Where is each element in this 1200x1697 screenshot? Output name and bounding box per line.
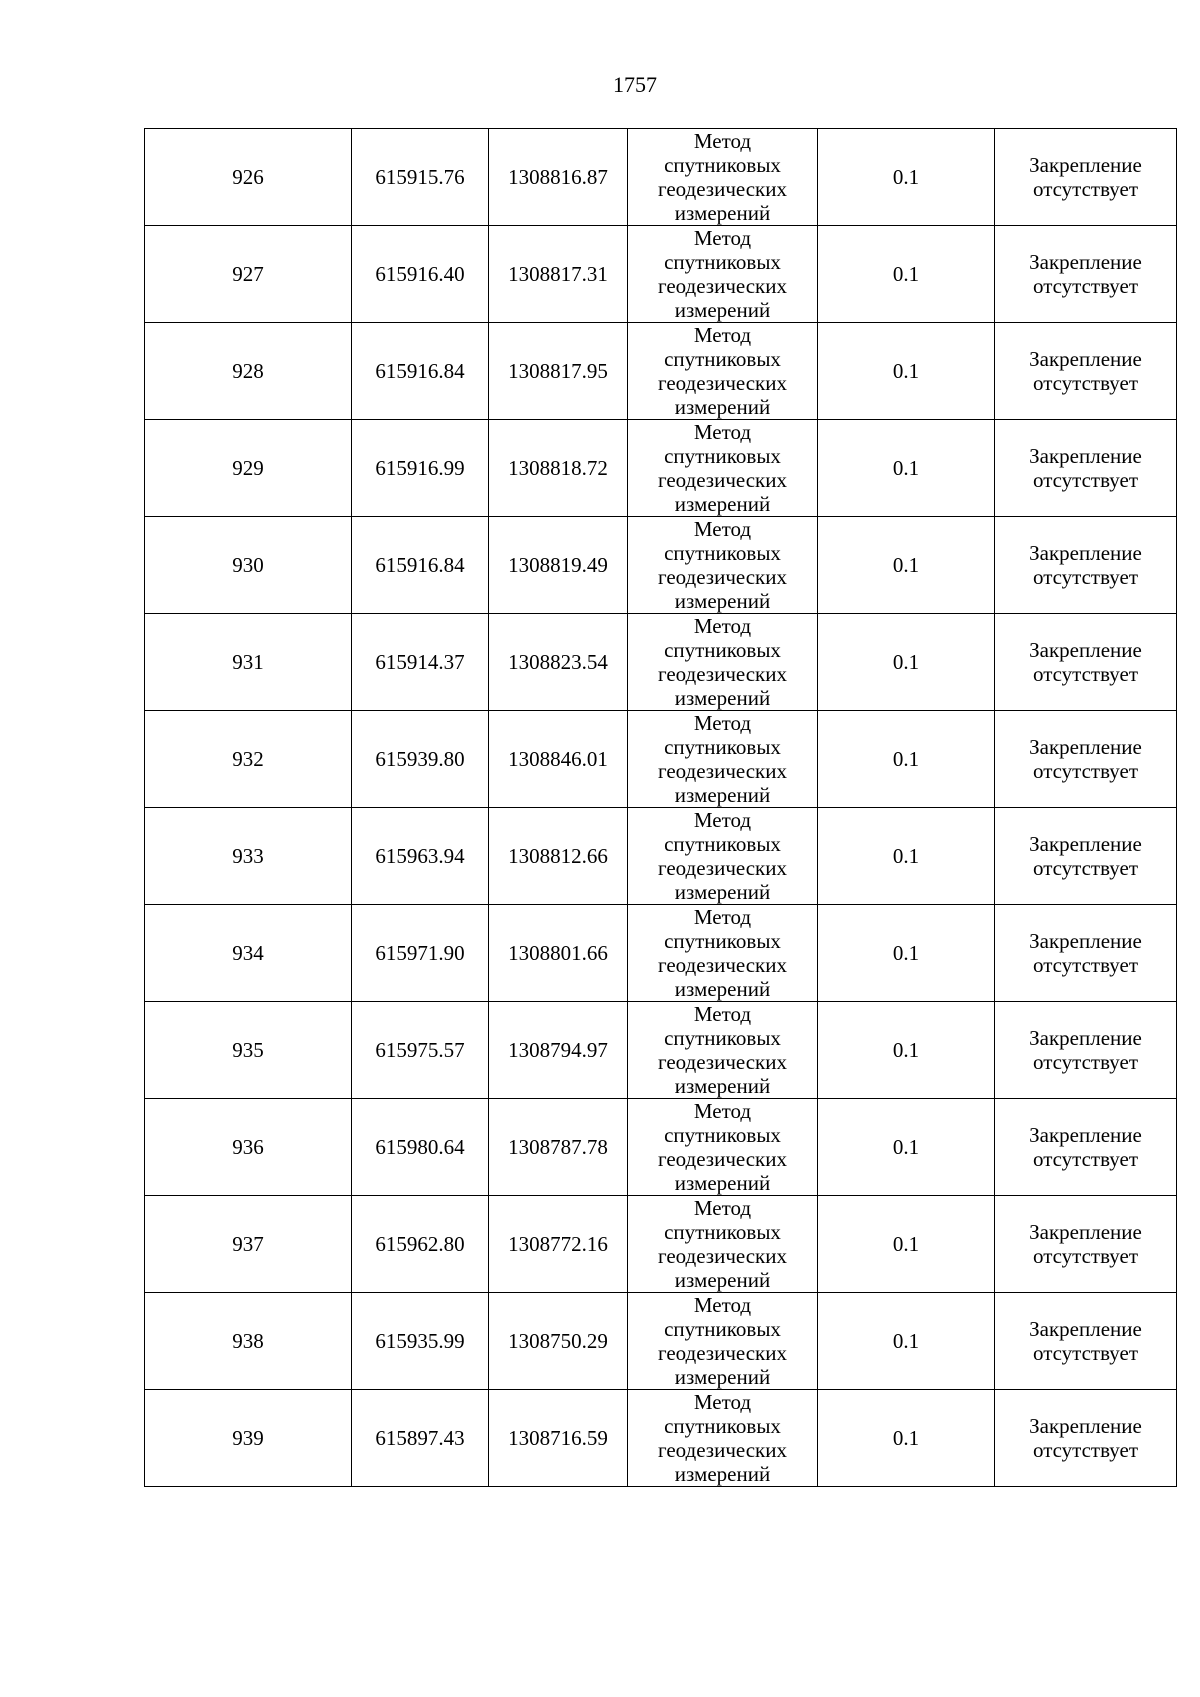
x-coordinate-cell: 615916.40 bbox=[352, 226, 489, 323]
table-row bbox=[145, 323, 1177, 420]
method-cell: Метод спутниковых геодезических измерений bbox=[628, 808, 818, 905]
method-cell: Метод спутниковых геодезических измерений bbox=[628, 1099, 818, 1196]
fixing-cell: Закрепление отсутствует bbox=[995, 711, 1177, 808]
point-number-cell: 930 bbox=[145, 517, 352, 614]
method-cell: Метод спутниковых геодезических измерений bbox=[628, 517, 818, 614]
table-row bbox=[145, 905, 1177, 1002]
fixing-cell: Закрепление отсутствует bbox=[995, 614, 1177, 711]
method-cell: Метод спутниковых геодезических измерений bbox=[628, 1390, 818, 1487]
method-cell: Метод спутниковых геодезических измерений bbox=[628, 1293, 818, 1390]
table-row bbox=[145, 614, 1177, 711]
method-cell: Метод спутниковых геодезических измерений bbox=[628, 905, 818, 1002]
table-row bbox=[145, 711, 1177, 808]
y-coordinate-cell: 1308823.54 bbox=[489, 614, 628, 711]
accuracy-cell: 0.1 bbox=[818, 711, 995, 808]
y-coordinate-cell: 1308750.29 bbox=[489, 1293, 628, 1390]
point-number-cell: 938 bbox=[145, 1293, 352, 1390]
y-coordinate-cell: 1308846.01 bbox=[489, 711, 628, 808]
accuracy-cell: 0.1 bbox=[818, 808, 995, 905]
point-number-cell: 937 bbox=[145, 1196, 352, 1293]
fixing-cell: Закрепление отсутствует bbox=[995, 1002, 1177, 1099]
fixing-cell: Закрепление отсутствует bbox=[995, 420, 1177, 517]
table-row bbox=[145, 1390, 1177, 1487]
accuracy-cell: 0.1 bbox=[818, 1390, 995, 1487]
point-number-cell: 939 bbox=[145, 1390, 352, 1487]
x-coordinate-cell: 615971.90 bbox=[352, 905, 489, 1002]
table-body bbox=[145, 129, 1177, 1487]
accuracy-cell: 0.1 bbox=[818, 905, 995, 1002]
point-number-cell: 927 bbox=[145, 226, 352, 323]
y-coordinate-cell: 1308818.72 bbox=[489, 420, 628, 517]
point-number-cell: 928 bbox=[145, 323, 352, 420]
y-coordinate-cell: 1308812.66 bbox=[489, 808, 628, 905]
x-coordinate-cell: 615975.57 bbox=[352, 1002, 489, 1099]
table-row bbox=[145, 1002, 1177, 1099]
y-coordinate-cell: 1308819.49 bbox=[489, 517, 628, 614]
accuracy-cell: 0.1 bbox=[818, 420, 995, 517]
page-number: 1757 bbox=[613, 72, 657, 97]
table-row bbox=[145, 1099, 1177, 1196]
coordinates-table bbox=[144, 128, 1177, 1487]
table-row bbox=[145, 808, 1177, 905]
accuracy-cell: 0.1 bbox=[818, 1196, 995, 1293]
fixing-cell: Закрепление отсутствует bbox=[995, 1390, 1177, 1487]
x-coordinate-cell: 615897.43 bbox=[352, 1390, 489, 1487]
y-coordinate-cell: 1308801.66 bbox=[489, 905, 628, 1002]
fixing-cell: Закрепление отсутствует bbox=[995, 517, 1177, 614]
x-coordinate-cell: 615962.80 bbox=[352, 1196, 489, 1293]
x-coordinate-cell: 615916.99 bbox=[352, 420, 489, 517]
table-row bbox=[145, 420, 1177, 517]
table-row bbox=[145, 1293, 1177, 1390]
table-row bbox=[145, 129, 1177, 226]
point-number-cell: 935 bbox=[145, 1002, 352, 1099]
accuracy-cell: 0.1 bbox=[818, 129, 995, 226]
y-coordinate-cell: 1308817.31 bbox=[489, 226, 628, 323]
accuracy-cell: 0.1 bbox=[818, 614, 995, 711]
table-row bbox=[145, 517, 1177, 614]
point-number-cell: 934 bbox=[145, 905, 352, 1002]
fixing-cell: Закрепление отсутствует bbox=[995, 226, 1177, 323]
point-number-cell: 936 bbox=[145, 1099, 352, 1196]
accuracy-cell: 0.1 bbox=[818, 1002, 995, 1099]
accuracy-cell: 0.1 bbox=[818, 1293, 995, 1390]
x-coordinate-cell: 615963.94 bbox=[352, 808, 489, 905]
fixing-cell: Закрепление отсутствует bbox=[995, 808, 1177, 905]
method-cell: Метод спутниковых геодезических измерений bbox=[628, 323, 818, 420]
y-coordinate-cell: 1308772.16 bbox=[489, 1196, 628, 1293]
method-cell: Метод спутниковых геодезических измерений bbox=[628, 711, 818, 808]
fixing-cell: Закрепление отсутствует bbox=[995, 1196, 1177, 1293]
method-cell: Метод спутниковых геодезических измерений bbox=[628, 1196, 818, 1293]
y-coordinate-cell: 1308794.97 bbox=[489, 1002, 628, 1099]
point-number-cell: 933 bbox=[145, 808, 352, 905]
y-coordinate-cell: 1308716.59 bbox=[489, 1390, 628, 1487]
x-coordinate-cell: 615980.64 bbox=[352, 1099, 489, 1196]
x-coordinate-cell: 615916.84 bbox=[352, 323, 489, 420]
y-coordinate-cell: 1308787.78 bbox=[489, 1099, 628, 1196]
fixing-cell: Закрепление отсутствует bbox=[995, 129, 1177, 226]
y-coordinate-cell: 1308816.87 bbox=[489, 129, 628, 226]
method-cell: Метод спутниковых геодезических измерений bbox=[628, 129, 818, 226]
fixing-cell: Закрепление отсутствует bbox=[995, 1293, 1177, 1390]
point-number-cell: 926 bbox=[145, 129, 352, 226]
fixing-cell: Закрепление отсутствует bbox=[995, 323, 1177, 420]
table-row bbox=[145, 226, 1177, 323]
method-cell: Метод спутниковых геодезических измерений bbox=[628, 420, 818, 517]
x-coordinate-cell: 615914.37 bbox=[352, 614, 489, 711]
accuracy-cell: 0.1 bbox=[818, 323, 995, 420]
method-cell: Метод спутниковых геодезических измерений bbox=[628, 226, 818, 323]
fixing-cell: Закрепление отсутствует bbox=[995, 905, 1177, 1002]
x-coordinate-cell: 615935.99 bbox=[352, 1293, 489, 1390]
accuracy-cell: 0.1 bbox=[818, 1099, 995, 1196]
method-cell: Метод спутниковых геодезических измерений bbox=[628, 614, 818, 711]
x-coordinate-cell: 615915.76 bbox=[352, 129, 489, 226]
table-row bbox=[145, 1196, 1177, 1293]
method-cell: Метод спутниковых геодезических измерений bbox=[628, 1002, 818, 1099]
accuracy-cell: 0.1 bbox=[818, 517, 995, 614]
point-number-cell: 929 bbox=[145, 420, 352, 517]
point-number-cell: 931 bbox=[145, 614, 352, 711]
y-coordinate-cell: 1308817.95 bbox=[489, 323, 628, 420]
x-coordinate-cell: 615939.80 bbox=[352, 711, 489, 808]
x-coordinate-cell: 615916.84 bbox=[352, 517, 489, 614]
accuracy-cell: 0.1 bbox=[818, 226, 995, 323]
fixing-cell: Закрепление отсутствует bbox=[995, 1099, 1177, 1196]
point-number-cell: 932 bbox=[145, 711, 352, 808]
